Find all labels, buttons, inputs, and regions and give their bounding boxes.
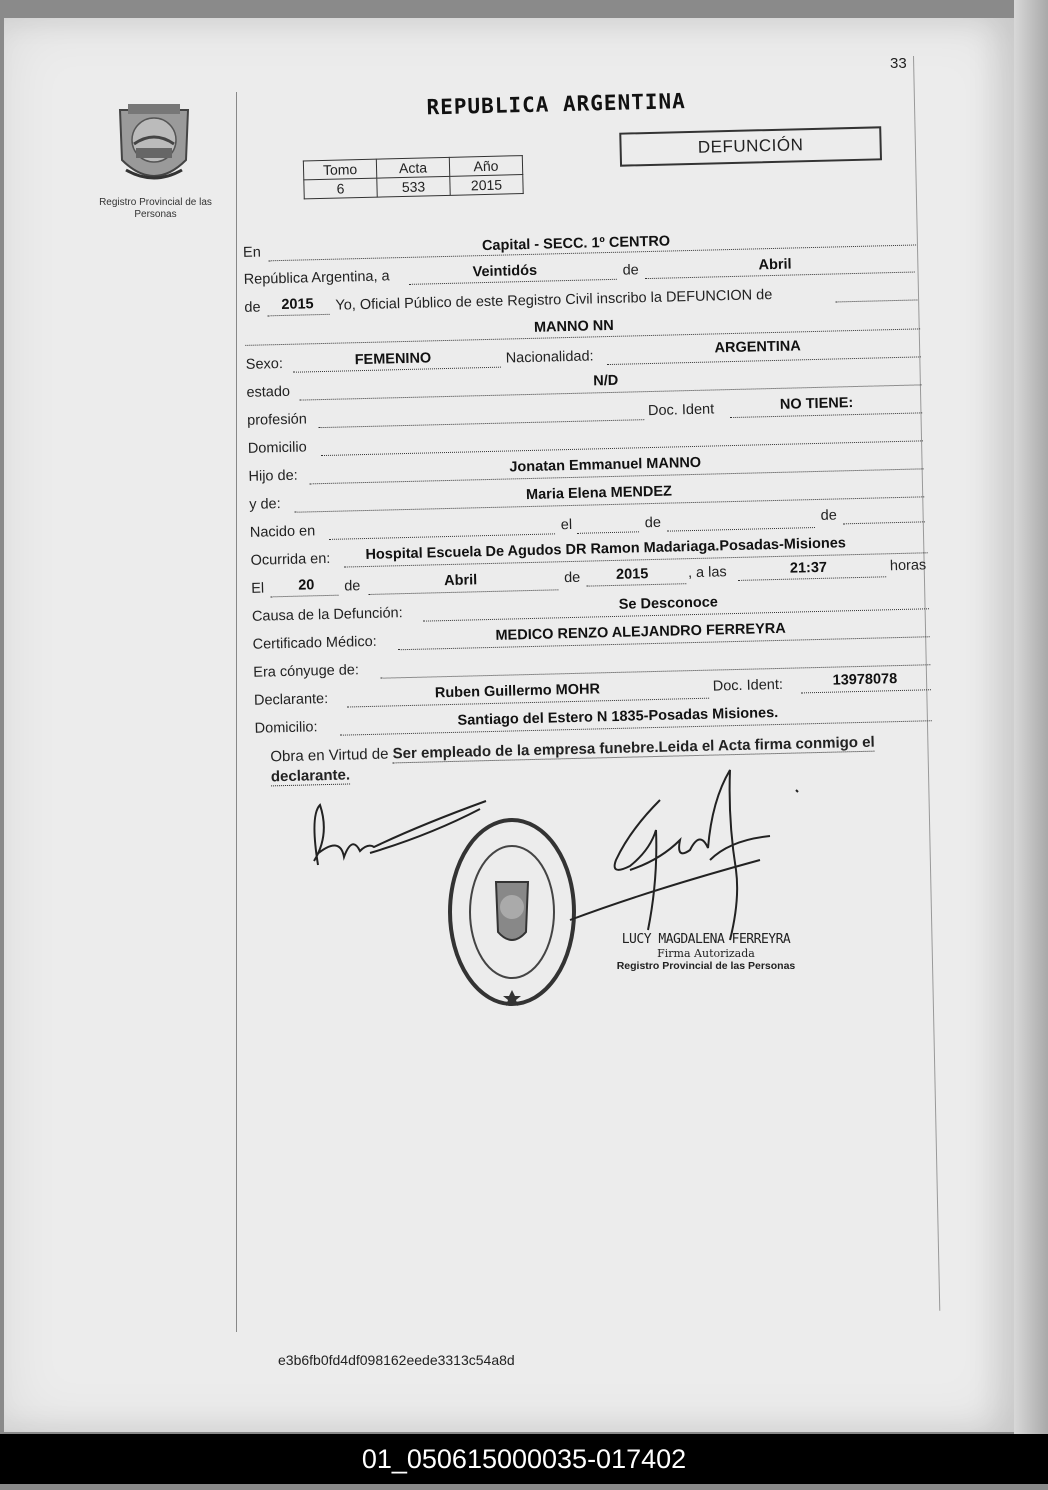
- dotted-line: [318, 419, 644, 428]
- label-obra: Obra en Virtud de: [270, 745, 389, 766]
- dotted-line: [730, 412, 922, 418]
- value-declarante: Ruben Guillermo MOHR: [434, 681, 601, 702]
- register-table: [303, 155, 524, 199]
- dotted-line: [843, 521, 925, 524]
- label-de: de: [820, 507, 838, 524]
- dotted-line: [321, 440, 923, 456]
- document-title: REPUBLICA ARGENTINA: [426, 89, 687, 120]
- value-doc-declarante: 13978078: [832, 671, 898, 689]
- value-ocurrida-en: Hospital Escuela De Agudos DR Ramon Madariaga.Posadas-Misiones: [365, 535, 847, 564]
- value-sexo: FEMENINO: [354, 350, 432, 369]
- label-ocurrida-en: Ocurrida en:: [250, 550, 331, 569]
- value-madre: Maria Elena MENDEZ: [525, 483, 673, 504]
- scan-footer-id: 01_050615000035-017402: [0, 1434, 1048, 1484]
- register-acta: 533: [377, 176, 450, 197]
- dotted-line: [293, 367, 501, 373]
- label-nacionalidad: Nacionalidad:: [505, 348, 594, 367]
- label-domicilio-declarante: Domicilio:: [254, 719, 318, 737]
- official-role: Firma Autorizada: [657, 947, 755, 960]
- label-en: En: [242, 244, 262, 261]
- register-anio: 2015: [450, 175, 523, 196]
- act-type-box: DEFUNCIÓN: [619, 126, 882, 166]
- dotted-line: [577, 531, 639, 534]
- label-hijo-de: Hijo de:: [248, 467, 298, 485]
- value-causa: Se Desconoce: [618, 594, 719, 613]
- label-el: el: [560, 516, 573, 534]
- register-header-acta: Acta: [376, 157, 449, 178]
- label-horas: horas: [889, 557, 927, 575]
- label-domicilio: Domicilio: [247, 439, 307, 457]
- label-de: de: [244, 299, 261, 316]
- dotted-line: [368, 589, 558, 595]
- label-de: de: [563, 569, 581, 587]
- label-doc-ident: Doc. Ident: [647, 401, 715, 420]
- value-obra: Ser empleado de la empresa funebre.Leida el Acta firma conmigo el declarante.: [270, 733, 875, 786]
- value-anio-defuncion: 2015: [615, 566, 649, 583]
- label-conyuge: Era cónyuge de:: [253, 662, 360, 681]
- label-a-las: , a las: [687, 564, 727, 582]
- label-de: de: [622, 262, 639, 279]
- value-nombre: MANNO NN: [533, 317, 614, 336]
- dotted-line: [738, 576, 886, 581]
- label-de: de: [344, 578, 361, 595]
- label-causa: Causa de la Defunción:: [251, 605, 403, 625]
- value-dia-defuncion: 20: [298, 577, 315, 594]
- value-anio: 2015: [281, 296, 314, 314]
- register-tomo: 6: [304, 178, 377, 199]
- value-domicilio-declarante: Santiago del Estero N 1835-Posadas Misiones.: [457, 704, 779, 729]
- dotted-line: [667, 527, 815, 532]
- value-mes-defuncion: Abril: [443, 572, 478, 590]
- seal-caption: Registro Provincial de las Personas: [99, 197, 212, 220]
- register-header-anio: Año: [449, 156, 522, 177]
- dotted-line: [270, 595, 338, 598]
- value-doc-ident: NO TIENE:: [779, 395, 854, 413]
- dotted-line: [409, 279, 617, 285]
- value-lugar: Capital - SECC. 1º CENTRO: [481, 233, 671, 255]
- label-y-de: y de:: [249, 496, 281, 513]
- label-estado: estado: [246, 383, 291, 401]
- register-header-tomo: Tomo: [303, 159, 376, 180]
- dotted-line: [329, 533, 555, 540]
- document-hash: e3b6fb0fd4df098162eede3313c54a8d: [278, 1352, 515, 1368]
- official-block: [606, 932, 806, 972]
- official-name: LUCY MAGDALENA FERREYRA: [621, 932, 791, 947]
- value-padre: Jonatan Emmanuel MANNO: [509, 454, 702, 476]
- official-office: Registro Provincial de las Personas: [616, 960, 796, 972]
- value-hora: 21:37: [789, 559, 828, 577]
- label-certificado: Certificado Médico:: [252, 633, 377, 653]
- label-sexo: Sexo:: [245, 355, 284, 373]
- value-estado: N/D: [593, 372, 619, 390]
- value-dia: Veintidós: [472, 262, 538, 281]
- dotted-line: [347, 698, 709, 708]
- label-profesion: profesión: [246, 411, 308, 429]
- dotted-line: [268, 314, 330, 317]
- label-republica: República Argentina, a: [243, 268, 390, 288]
- label-el-cap: El: [251, 580, 265, 597]
- value-certificado: MEDICO RENZO ALEJANDRO FERREYRA: [495, 620, 786, 644]
- dotted-line: [801, 689, 931, 693]
- label-yo: Yo, Oficial Público de este Registro Civil inscribo la DEFUNCION de: [335, 287, 773, 314]
- label-doc-ident-declarante: Doc. Ident:: [712, 676, 784, 695]
- label-declarante: Declarante:: [253, 690, 329, 709]
- label-de: de: [644, 514, 662, 532]
- label-nacido-en: Nacido en: [249, 523, 316, 541]
- value-mes: Abril: [758, 256, 792, 274]
- official-signature: [560, 760, 810, 950]
- dotted-line: [835, 299, 917, 302]
- dotted-line: [607, 356, 921, 365]
- dotted-line: [586, 583, 686, 586]
- page-number: 33: [890, 55, 907, 72]
- value-nacionalidad: ARGENTINA: [714, 338, 801, 357]
